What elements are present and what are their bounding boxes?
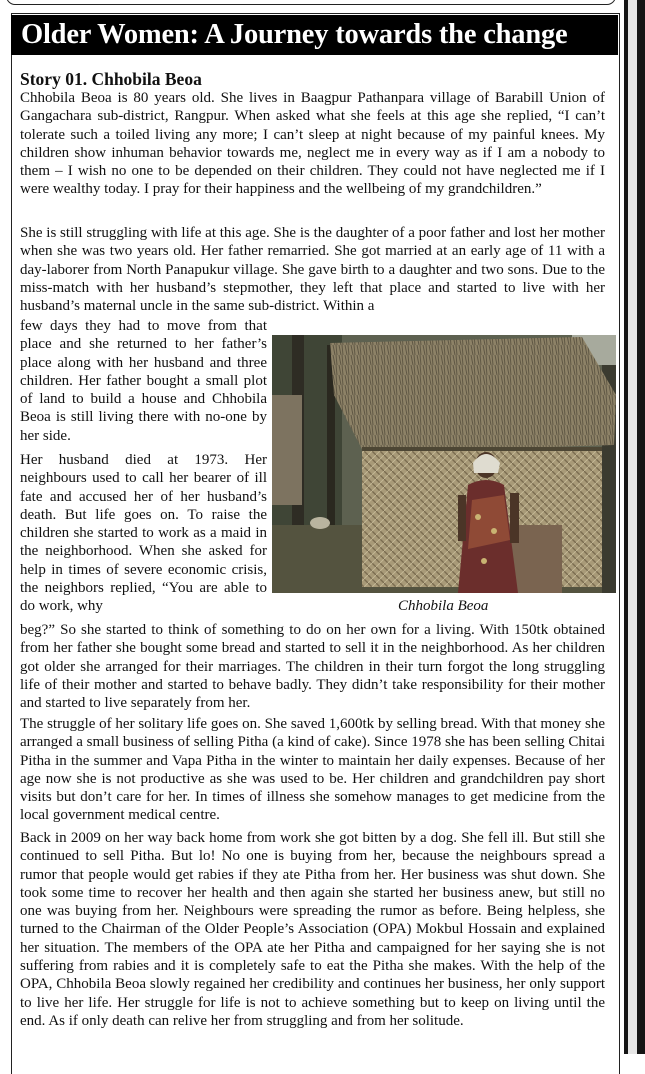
page-edge-highlight bbox=[628, 0, 637, 1054]
paragraph-background-continued: few days they had to move from that place and she returned to her father’s place along with her husband and three children. Her father bought a small plot of land to build a house and Chhobila Beoa is still living there with no-one by her side. bbox=[20, 318, 267, 444]
paragraph-background: She is still struggling with life at this age. She is the daughter of a poor father and lost her mother when she was two years old. Her father remarried. She got married at an early age of 11 with a day-laborer from North Panapukur village. She gave birth to a daughter and two sons. Due to the miss-match with her husband’s stepmother, they left that place and started to live with her husband’s maternal uncle in the same sub-district. Within a bbox=[20, 225, 605, 315]
article-banner-title: Older Women: A Journey towards the change bbox=[11, 15, 618, 55]
hut-photo-illustration bbox=[272, 335, 616, 593]
photo-caption: Chhobila Beoa bbox=[398, 598, 489, 614]
previous-article-border bbox=[6, 0, 616, 5]
paragraph-dog-bite: Back in 2009 on her way back home from work she got bitten by a dog. She fell ill. But still she continued to sell Pitha. But lo! No one is buying from her, because the neighbours spread a rumor that people would get rabies if they ate Pitha from her. Her business was shut down. She took some time to recover her health and then again she started her business anew, but still no one was buying from her. Neighbours were spreading the rumor as before. Being helpless, she turned to the Chairman of the Older People’s Association (OPA) Mokbul Hossain and explained her situation. The members of the OPA ate her Pitha and campaigned for her saying she is not suffering from rabies and it is completely safe to eat the Pitha she makes. With the help of the OPA, Chhobila Beoa slowly regained her credibility and continues her business, her only support to live her life. Her struggle for life is not to achieve something but to keep on living until the end. As if only death can relive her from struggling and from her solitude. bbox=[20, 830, 605, 1029]
paragraph-intro: Chhobila Beoa is 80 years old. She lives in Baagpur Pathanpara village of Barabill Union of Gangachara sub-district, Rangpur. When asked what she feels at this age she replied, “I can’t tolerate such a toiled living any more; I can’t sleep at night because of my painful knees. My children show inhuman behavior towards me, neglect me in every way as if I am a nobody to them – I wish no one to be depended on their children. They could not have neglected me if I were wealthy today. I pray for their happiness and the wellbeing of my grandchildren.” bbox=[20, 90, 605, 198]
paragraph-husband-death: Her husband died at 1973. Her neighbours used to call her bearer of ill fate and accused her of her husband’s death. But life goes on. To raise the children she started to work as a maid in the neighborhood. When she asked for help in times of severe economic crisis, the neighbors replied, “You are able to do work, why bbox=[20, 452, 267, 615]
story-heading: Story 01. Chhobila Beoa bbox=[20, 69, 202, 89]
paragraph-pitha-business: The struggle of her solitary life goes on. She saved 1,600tk by selling bread. With that money she arranged a small business of selling Pitha (a kind of cake). Since 1978 she has been selling Chitai Pitha in the summer and Vapa Pitha in the winter to maintain her daily expenses. Because of her age now she is not productive as she was used to be. Her children and grandchildren pay short visits but don’t care for her. In times of illness she somehow manages to get medicine from the local government medical centre. bbox=[20, 716, 605, 824]
paragraph-husband-death-continued: beg?” So she started to think of something to do on her own for a living. With 150tk obtained from her father she bought some bread and started to sell it in the neighborhood. As her children got older she arranged for their marriages. The children in their turn forgot the long struggling life of their mother and started to behave badly. They didn’t take responsibility for their mother and started to live separately from her. bbox=[20, 622, 605, 712]
photo-chhobila-beoa bbox=[272, 335, 616, 593]
